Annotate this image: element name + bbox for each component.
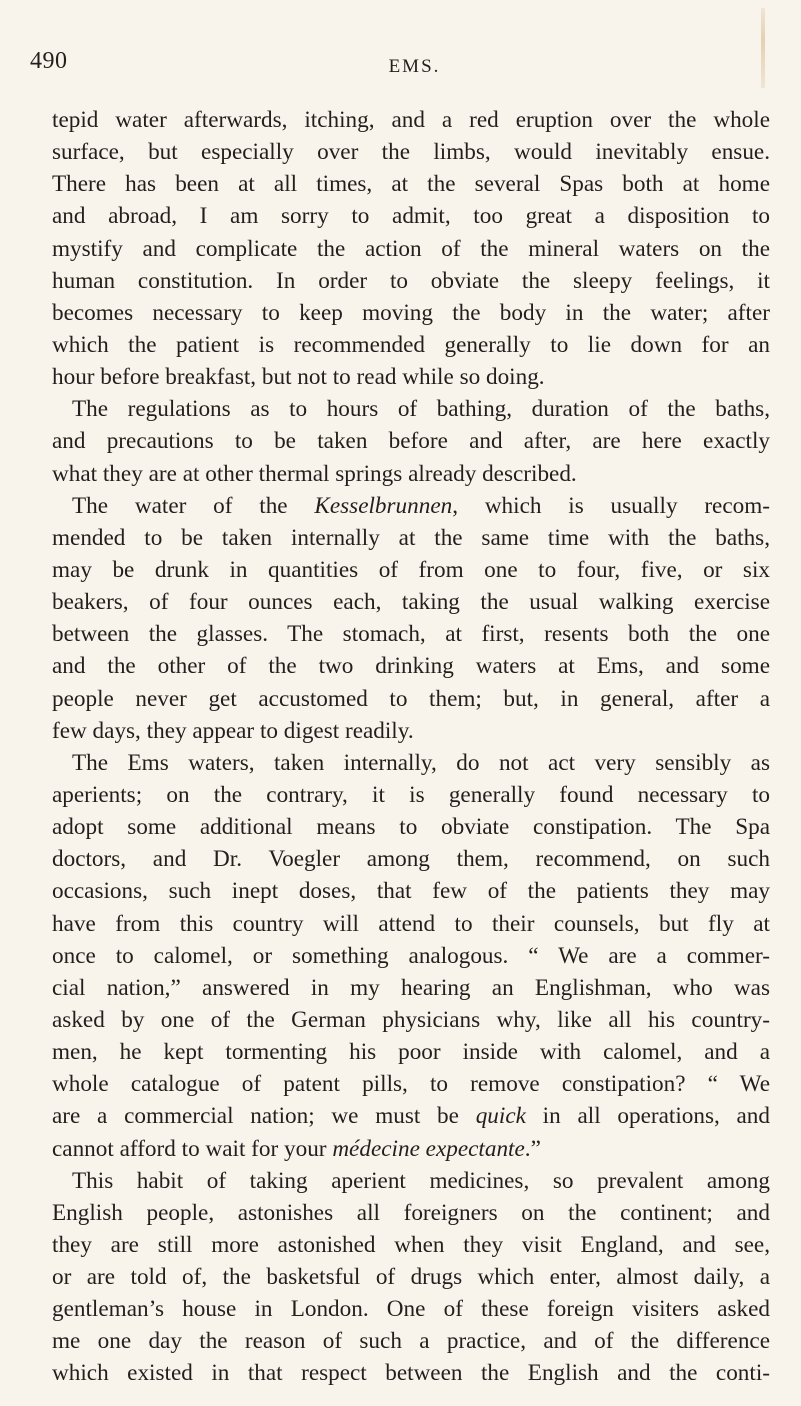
text-line (52, 490, 770, 522)
text-line: once to calomel, or something analogous. “ We are a commer- (52, 942, 770, 969)
running-title: EMS. (388, 56, 441, 77)
text-emphasis: Kesselbrunnen (314, 492, 453, 519)
text-line: me one day the reason of such a practice, and of the difference (52, 1328, 770, 1355)
text-line: The regulations as to hours of bathing, duration of the baths, (72, 396, 770, 423)
text-line: mended to be taken internally at the same time with the baths, (52, 524, 770, 551)
text-line: mystify and complicate the action of the mineral waters on the (52, 235, 770, 262)
text-line: aperients; on the contrary, it is generally found necessary to (52, 781, 770, 808)
text-line: The Ems waters, taken internally, do not act very sensibly as (72, 749, 770, 776)
text-line: people never get accustomed to them; but, in general, after a (52, 685, 770, 712)
text-line: occasions, such inept doses, that few of the patients they may (52, 878, 770, 905)
text-segment: in all operations, and (525, 1103, 770, 1130)
text-segment: cannot afford to wait for your (52, 1135, 333, 1162)
page-number: 490 (30, 48, 68, 74)
text-line: asked by one of the German physicians why, like all his country- (52, 1006, 770, 1033)
text-segment: The water of the (72, 492, 315, 519)
text-emphasis: quick (475, 1103, 526, 1130)
text-line: This habit of taking aperient medicines, so prevalent among (72, 1167, 770, 1194)
text-line: have from this country will attend to their counsels, but fly at (52, 910, 770, 937)
text-line: and abroad, I am sorry to admit, too great a disposition to (52, 203, 770, 230)
text-line: adopt some additional means to obviate constipation. The Spa (52, 814, 770, 841)
text-line: and precautions to be taken before and after, are here exactly (52, 428, 770, 455)
text-line: beakers, of four ounces each, taking the usual walking exercise (52, 589, 770, 616)
text-line: hour before breakfast, but not to read while so doing. (52, 364, 545, 391)
text-line: English people, astonishes all foreigners on the continent; and (52, 1199, 770, 1226)
text-line (52, 1100, 770, 1132)
text-segment: , which is usually recom- (452, 492, 770, 519)
text-line: becomes necessary to keep moving the body in the water; after (52, 299, 770, 326)
text-line: doctors, and Dr. Voegler among them, recommend, on such (52, 846, 770, 873)
text-line: between the glasses. The stomach, at first, resents both the one (52, 621, 770, 648)
text-line (52, 1133, 770, 1165)
text-line: tepid water afterwards, itching, and a red eruption over the whole (52, 107, 770, 133)
text-line: or are told of, the basketsful of drugs which enter, almost daily, a (52, 1264, 770, 1291)
text-emphasis: médecine expectante (332, 1135, 525, 1162)
text-line: they are still more astonished when they visit England, and see, (52, 1231, 770, 1258)
text-segment: are a commercial nation; we must be (52, 1103, 476, 1130)
text-line: few days, they appear to digest readily. (52, 717, 414, 744)
text-line: which existed in that respect between the English and the conti- (52, 1360, 770, 1387)
text-line: which the patient is recommended generally to lie down for an (52, 331, 770, 358)
text-line: human constitution. In order to obviate the sleepy feelings, it (52, 267, 770, 294)
text-segment: .” (524, 1135, 541, 1162)
text-line: what they are at other thermal springs already described. (52, 460, 577, 487)
text-line: may be drunk in quantities of from one to four, five, or six (52, 556, 770, 583)
text-line: men, he kept tormenting his poor inside with calomel, and a (52, 1039, 770, 1066)
text-line: There has been at all times, at the several Spas both at home (52, 171, 770, 198)
body-text (52, 104, 770, 1390)
text-line: gentleman’s house in London. One of these foreign visiters asked (52, 1296, 770, 1323)
text-line: surface, but especially over the limbs, would inevitably ensue. (52, 139, 770, 166)
text-line: whole catalogue of patent pills, to remove constipation? “ We (52, 1071, 770, 1098)
text-line: cial nation,” answered in my hearing an Englishman, who was (52, 974, 770, 1001)
text-line: and the other of the two drinking waters at Ems, and some (52, 653, 770, 680)
